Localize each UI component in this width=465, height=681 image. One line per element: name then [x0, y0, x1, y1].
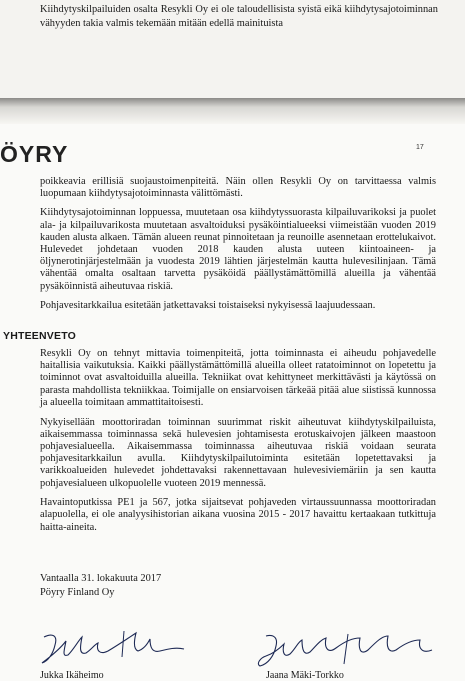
summary-paragraph: Havaintoputkissa PE1 ja 567, jotka sijaitsevat pohjaveden virtaussuunnassa moottoriradan alapuolella, ei ole analyysihistorian aikana vuosina 2015 - 2017 havaittu kertaakaan tutkittuja haitta-aineita.	[40, 497, 436, 533]
signature-place-date: Vantaalla 31. lokakuuta 2017	[40, 573, 162, 584]
body-section	[40, 176, 436, 319]
previous-page-text: Kiihdytyskilpailuiden osalta Resykli Oy ei ole taloudellisista syistä eikä kiihdytysajotoiminnan vähyyden takia valmis tekemään mitään edellä mainituista	[40, 4, 438, 29]
handwritten-signature-1	[38, 627, 188, 669]
body-paragraph: poikkeavia erillisiä suojaustoimenpiteitä. Näin ollen Resykli Oy on tarvittaessa valmis luopumaan kiihdytysajotoiminnasta välittömästi.	[40, 176, 436, 200]
page-number: 17	[416, 144, 424, 151]
signer-name-1: Jukka Ikäheimo	[40, 670, 104, 681]
page-gap-shadow	[0, 98, 465, 124]
company-logo: ÖYRY	[0, 141, 69, 167]
body-paragraph: Kiihdytysajotoiminnan loppuessa, muutetaan osa kiihdytyssuorasta kilpailuvarikoksi ja puolet ala- ja kilpailuvarikosta muutetaan asvaltoiduksi pysäköintialueeksi viimeistään vuoden 2019 kauden alusta alkaen. Tämän alueen reunat pinnoitetaan ja reunoille asennetaan erottelukaivot. Hulevedet johdetaan vuoden 2018 kauden alusta uuteen kiintoaineen- ja öljynerotinjärjestelmään ja vuodesta 2019 lähtien järjestelmän kautta hulevesilinjaan. Tämä vähentää omalta osaltaan tarvetta pysäköidä päällystämättömillä alueilla ja vähentää pysäköinnistä aiheutuvaa riskiä.	[40, 207, 436, 292]
signature-organization: Pöyry Finland Oy	[40, 587, 115, 598]
summary-paragraph: Resykli Oy on tehnyt mittavia toimenpiteitä, jotta toiminnasta ei aiheudu pohjavedelle haitallisia vaikutuksia. Kaikki päällystämättömillä alueilla olleet ratatoiminnot on lopetettu ja toiminnot ovat asvaltoiduilla alueilla. Tekniikat ovat kehittyneet merkittävästi ja käytössä on parasta mahdollista tekniikkaa. Toimijalle on ensiarvoisen tärkeää pitää alue siistissä kunnossa ja alueella toimitaan ammattitaitoisesti.	[40, 348, 436, 408]
section-heading: YHTEENVETO	[3, 330, 76, 342]
handwritten-signature-2	[252, 630, 442, 670]
summary-paragraph: Nykyisellään moottoriradan toiminnan suurimmat riskit aiheutuvat kiihdytyskilpailuista, aikaisemmassa toiminnassa sekä hulevesien johtamisesta erotuskaivojen jälkeen maastoon pohjavesialueella. Aikaisemmassa toiminnassa aiheutuvaa riskiä voidaan seurata pohjavesitarkkailun avulla. Kiihdytyskilpailutoiminta esitetään lopetettavaksi ja varikkoalueiden hulevedet johdettavaksi rakennettavaan hulevesiviemäriin ja sen kautta pohjavesialueen ulkopuolelle vuoteen 2019 mennessä.	[40, 416, 436, 489]
body-paragraph: Pohjavesitarkkailua esitetään jatkettavaksi toistaiseksi nykyisessä laajuudessaan.	[40, 299, 376, 311]
signer-name-2: Jaana Mäki-Torkko	[266, 670, 344, 681]
previous-page-fragment	[0, 0, 465, 98]
summary-section	[40, 348, 436, 541]
